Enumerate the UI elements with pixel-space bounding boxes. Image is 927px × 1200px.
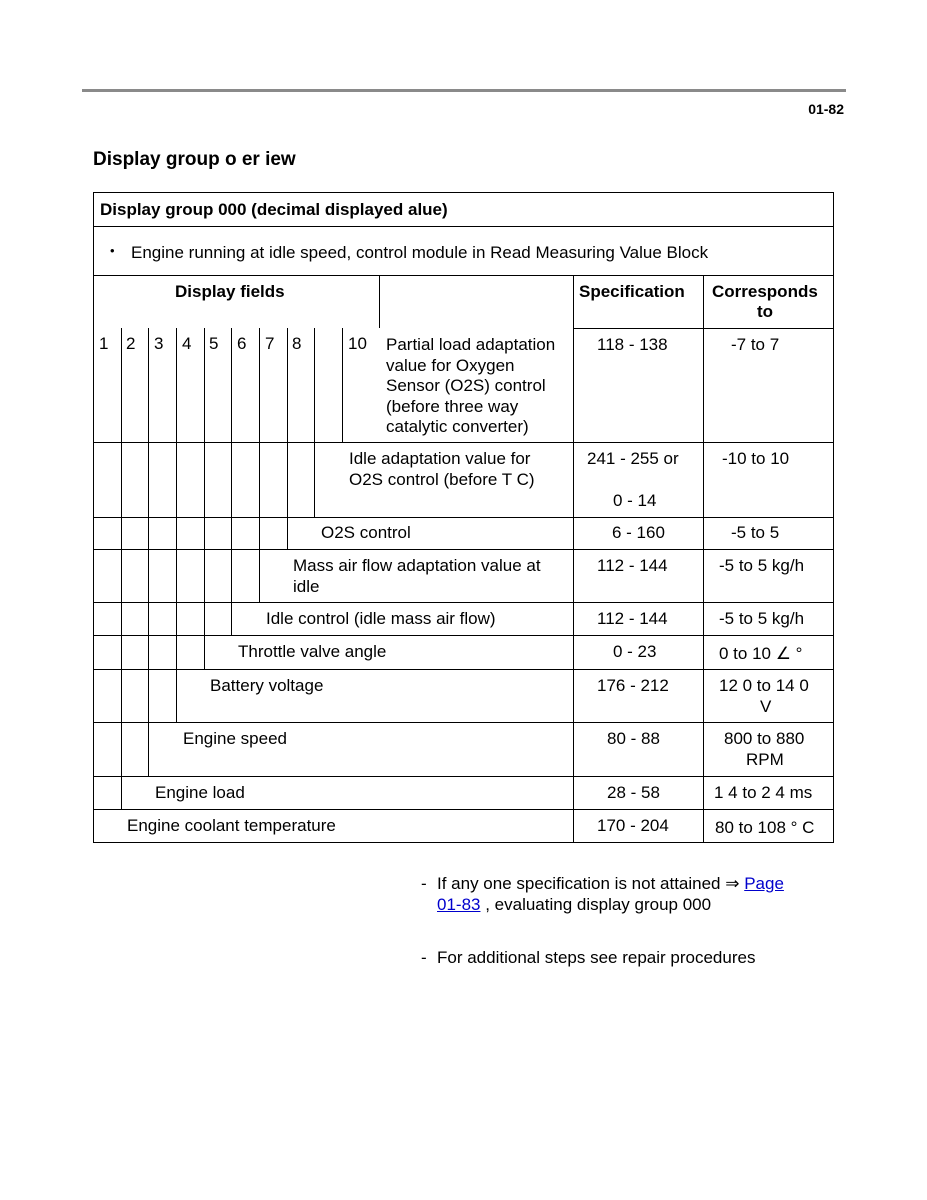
field-number: 7 [265,334,275,353]
note-2: For additional steps see repair procedures [437,948,756,967]
row-spec: 112 - 144 [597,556,668,575]
page-link[interactable]: Page [744,874,784,893]
row-spec: 80 - 88 [607,729,660,748]
col-header-specification: Specification [579,282,685,301]
field-number: 5 [209,334,219,353]
row-spec: 0 - 14 [613,491,657,510]
row-corresponds: 80 to 108 ° C [715,818,815,837]
row-description: O2S control [321,523,411,542]
field-number: 8 [292,334,302,353]
row-spec: 6 - 160 [612,523,665,542]
note-1 [437,874,784,895]
note-1-cont [437,895,711,916]
row-description: O2S control (before T C) [349,469,535,489]
row-corresponds: -5 to 5 kg/h [719,609,805,628]
note-dash: - [421,948,427,967]
col-header-display-fields: Display fields [175,282,285,301]
page-number: 01-82 [808,101,844,117]
note-1-text: If any one specification is not attained ⇒ [437,874,745,893]
row-spec: 112 - 144 [597,609,668,628]
row-corresponds: V [760,696,772,716]
row-spec: 28 - 58 [607,783,660,802]
row-description: Battery voltage [210,676,324,695]
row-description: Mass air flow adaptation value at [293,556,541,575]
row-corresponds: -10 to 10 [722,449,790,468]
row-description: Sensor (O2S) control [386,376,546,395]
row-description: Partial load adaptation [386,335,556,354]
row-corresponds: 800 to 880 [724,729,805,748]
row-corresponds: 1 4 to 2 4 ms [714,783,813,802]
row-description: (before three way [386,396,519,416]
row-spec: 170 - 204 [597,816,669,835]
row-description: Engine coolant temperature [127,816,336,835]
row-description: Idle adaptation value for [349,449,531,468]
row-description: Throttle valve angle [238,642,387,661]
note-1-rest: , evaluating display group 000 [480,894,712,914]
field-number: 6 [237,334,247,353]
row-description: value for Oxygen [386,355,515,375]
condition-text: Engine running at idle speed, control module in Read Measuring Value Block [131,243,709,262]
row-corresponds: -7 to 7 [731,335,780,354]
page-link-number[interactable]: 01-83 [437,894,481,914]
col-header-corresponds: Corresponds [712,282,818,301]
row-description: catalytic converter) [386,417,529,436]
row-spec: 176 - 212 [597,676,669,695]
row-description: idle [293,576,320,596]
row-description: Engine load [155,783,245,802]
field-number: 3 [154,334,164,353]
row-description: Engine speed [183,729,287,748]
field-number: 4 [182,334,192,353]
row-description: Idle control (idle mass air flow) [266,609,496,628]
row-corresponds: -5 to 5 kg/h [719,556,805,575]
table-heading: Display group 000 (decimal displayed alue) [100,200,448,219]
col-header-corresponds-to: to [757,302,774,321]
page-title: Display group o er iew [93,149,296,170]
bullet-marker: • [110,243,115,258]
note-dash: - [421,874,427,893]
field-number: 2 [126,334,136,353]
row-spec: 118 - 138 [597,335,668,354]
row-spec: 0 - 23 [613,642,657,661]
row-corresponds: RPM [746,749,784,769]
row-corresponds: -5 to 5 [731,523,780,542]
field-number: 1 [99,334,109,353]
field-number: 10 [348,334,367,353]
row-spec: 241 - 255 or [587,449,679,468]
row-corresponds: 12 0 to 14 0 [719,676,809,695]
row-corresponds: 0 to 10 ∠ ° [719,644,803,663]
